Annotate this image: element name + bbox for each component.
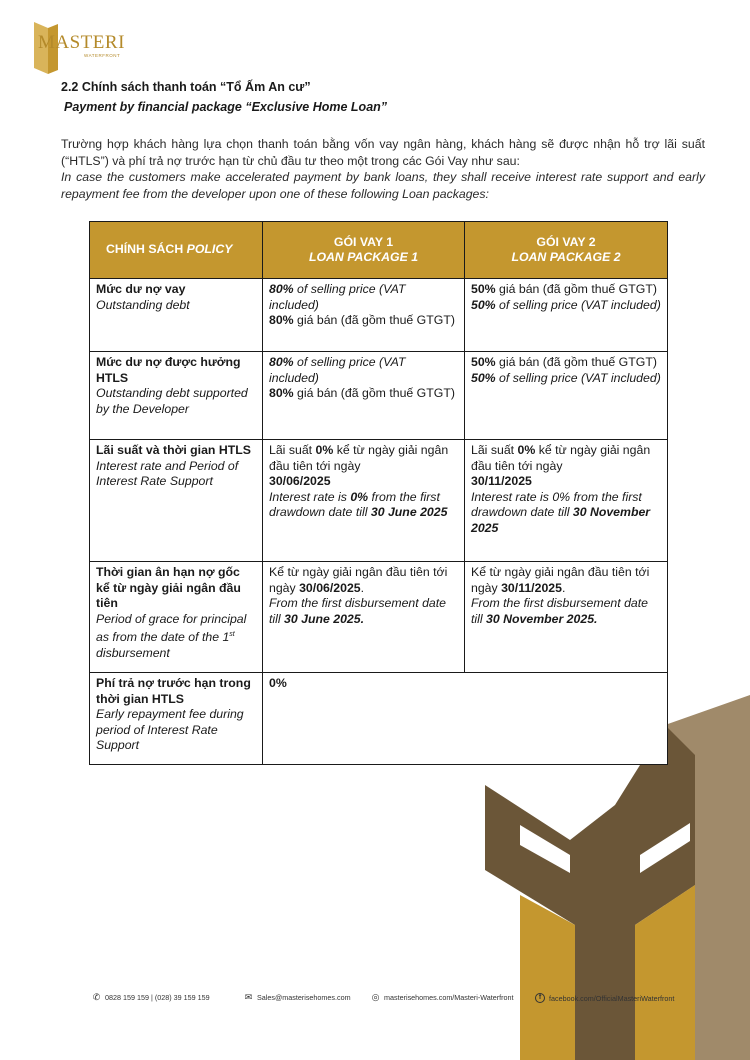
table-row xyxy=(90,352,668,440)
row-label-interest-rate: Lãi suất và thời gian HTLS Interest rate and Period of Interest Rate Support xyxy=(90,440,263,562)
table-row xyxy=(90,279,668,352)
envelope-icon: ✉ xyxy=(244,992,253,1002)
table-header-row xyxy=(90,222,668,279)
phone-icon: ✆ xyxy=(92,992,101,1002)
row-label-grace-period: Thời gian ân hạn nợ gốc kể từ ngày giải ngân đầu tiên Period of grace for principal as from the date of the 1st disbursement xyxy=(90,562,263,673)
footer-facebook[interactable]: f facebook.com/OfficialMasteriWaterfront xyxy=(535,993,674,1003)
row-label-supported-debt: Mức dư nợ được hưởng HTLS Outstanding debt supported by the Developer xyxy=(90,352,263,440)
row-label-early-repayment: Phí trả nợ trước hạn trong thời gian HTLS Early repayment fee during period of Interest Rate Support xyxy=(90,673,263,765)
loan-policy-table xyxy=(89,221,668,765)
cell-package-1: Lãi suất 0% kể từ ngày giải ngân đầu tiên tới ngày 30/06/2025 Interest rate is 0% from the first drawdown date till 30 June 2025 xyxy=(263,440,465,562)
logo-word: MASTERI xyxy=(38,32,125,53)
cell-package-2: 50% giá bán (đã gồm thuế GTGT) 50% of selling price (VAT included) xyxy=(465,279,668,352)
header-package-2: GÓI VAY 2 LOAN PACKAGE 2 xyxy=(465,222,668,279)
cell-package-1: Kể từ ngày giải ngân đầu tiên tới ngày 30/06/2025. From the first disbursement date till 30 June 2025. xyxy=(263,562,465,673)
table-row xyxy=(90,673,668,765)
footer-phone: ✆ 0828 159 159 | (028) 39 159 159 xyxy=(92,992,210,1002)
globe-icon: ◎ xyxy=(371,992,380,1002)
facebook-icon: f xyxy=(535,993,545,1003)
section-title-vn: 2.2 Chính sách thanh toán “Tổ Ấm An cư” xyxy=(61,80,311,94)
header-package-1: GÓI VAY 1 LOAN PACKAGE 1 xyxy=(263,222,465,279)
footer-website[interactable]: ◎ masterisehomes.com/Masteri-Waterfront xyxy=(371,992,514,1002)
intro-vn: Trường hợp khách hàng lựa chọn thanh toán bằng vốn vay ngân hàng, khách hàng sẽ được nhận hỗ trợ lãi suất (“HTLS”) và phí trả nợ trước hạn từ chủ đầu tư theo một trong các Gói Vay như sau: xyxy=(61,137,705,168)
intro-en: In case the customers make accelerated payment by bank loans, they shall receive interest rate support and early repayment fee from the developer upon one of these following Loan packages: xyxy=(61,170,705,201)
header-policy: CHÍNH SÁCH POLICY xyxy=(90,222,263,279)
cell-package-1: 80% of selling price (VAT included) 80% giá bán (đã gồm thuế GTGT) xyxy=(263,279,465,352)
intro-paragraph xyxy=(61,136,705,202)
section-title-en: Payment by financial package “Exclusive Home Loan” xyxy=(64,100,388,114)
cell-package-2: 50% giá bán (đã gồm thuế GTGT) 50% of selling price (VAT included) xyxy=(465,352,668,440)
masteri-logo xyxy=(34,22,124,78)
row-label-outstanding-debt: Mức dư nợ vay Outstanding debt xyxy=(90,279,263,352)
logo-sub: WATERFRONT xyxy=(84,53,121,58)
cell-early-repayment-value: 0% xyxy=(263,673,668,765)
table-row xyxy=(90,562,668,673)
table-row xyxy=(90,440,668,562)
cell-package-2: Lãi suất 0% kể từ ngày giải ngân đầu tiên tới ngày 30/11/2025 Interest rate is 0% from the first drawdown date till 30 November 2025 xyxy=(465,440,668,562)
cell-package-2: Kể từ ngày giải ngân đầu tiên tới ngày 30/11/2025. From the first disbursement date till 30 November 2025. xyxy=(465,562,668,673)
cell-package-1: 80% of selling price (VAT included) 80% giá bán (đã gồm thuế GTGT) xyxy=(263,352,465,440)
footer-email[interactable]: ✉ Sales@masterisehomes.com xyxy=(244,992,351,1002)
